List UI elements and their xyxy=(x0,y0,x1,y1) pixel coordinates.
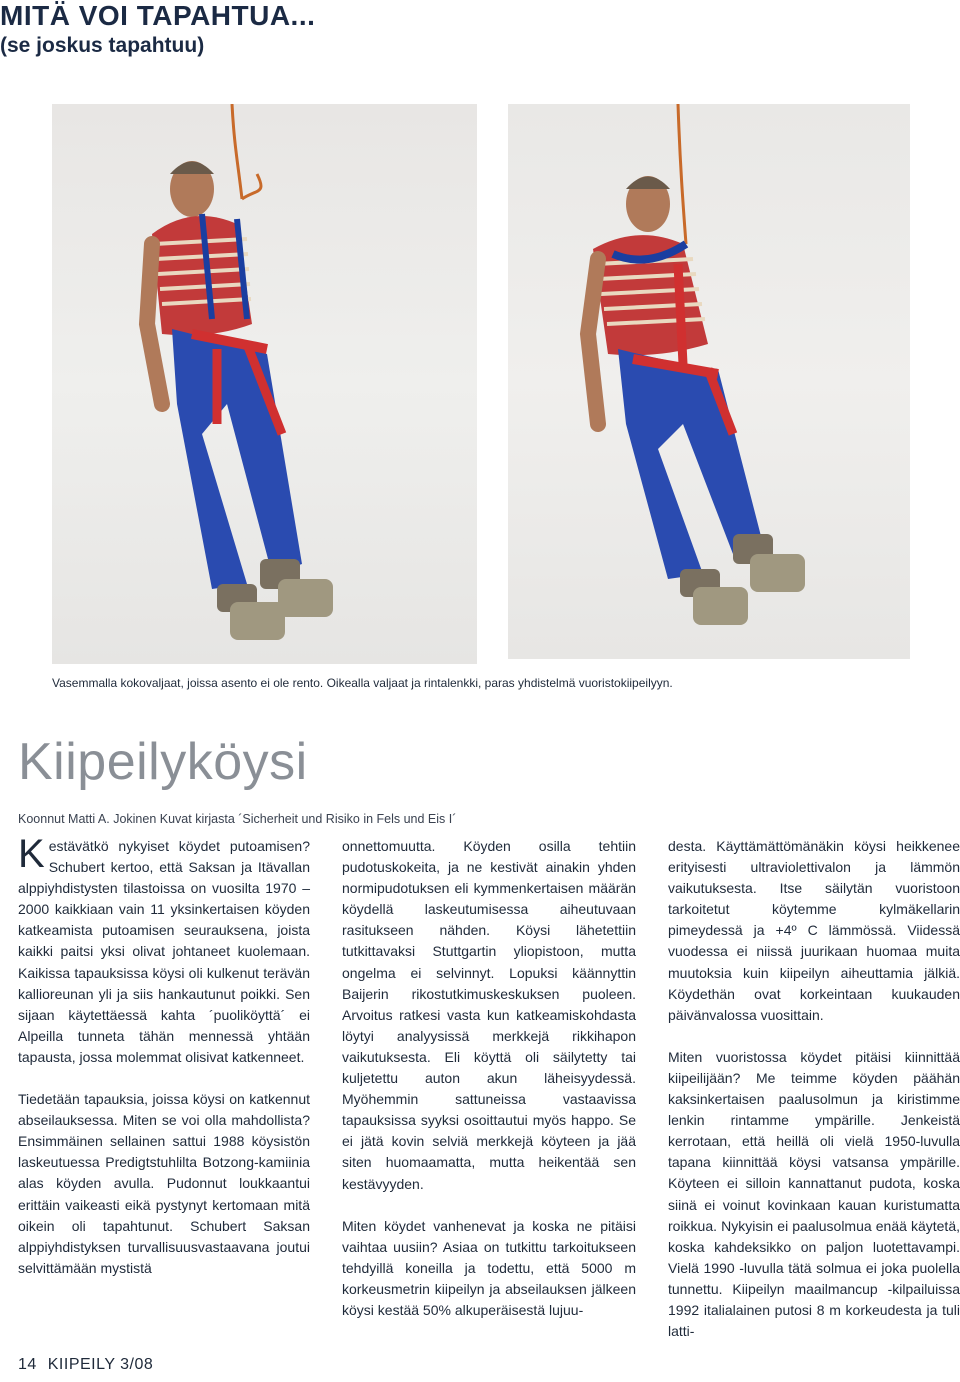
photo-full-body-harness xyxy=(52,104,477,664)
photo-caption: Vasemmalla kokovaljaat, joissa asento ei ole rento. Oikealla valjaat ja rintalenkki, paras yhdistelmä vuoristokiipeilyyn. xyxy=(52,676,673,690)
climber-illustration-left xyxy=(52,104,477,664)
magazine-issue: KIIPEILY 3/08 xyxy=(47,1356,154,1373)
paragraph-text: estävätkö nykyiset köydet putoamisen? Schubert kertoo, että Saksan ja Itävallan alppiyhdistysten tilastoissa on vuosilta 1970 –2000 kaikkiaan vain 11 yksinkertaisen köyden katkeamista putoamisen seurauksena, joista kaikki paitsi yksi olivat johtaneet kuolemaan. Kaikissa tapauksissa köysi oli kulkenut terävän kallioreunan yli ja siis hankautunut poikki. Sen sijaan käytettäessä kahta ´puoliköyttä´ ei Alpeilla tunneta tähän mennessä yhtään tapausta, jossa molemmat olisivat katkenneet. xyxy=(18,838,310,1065)
page-number: 14 xyxy=(18,1356,37,1373)
article-column-1 xyxy=(18,832,310,1279)
climber-illustration-right xyxy=(508,104,910,659)
article-byline: Koonnut Matti A. Jokinen Kuvat kirjasta ´Sicherheit und Risiko in Fels und Eis I´ xyxy=(18,812,457,826)
article-column-2 xyxy=(342,836,636,1321)
paragraph: Miten vuoristossa köydet pitäisi kiinnittää kiipeilijään? Me teimme köyden päähän kaksinkertaisen paalusolmun ja kiristimme lenkin rintamme ympärille. Jenkeistä kerrotaan, että heillä oli vielä 1950-luvulla tapana kiinnittää köysi vatsansa ympärille. Köyteen ei silloin kannattanut pudota, koska siinä ei voinut kovinkaan kauan kuristumatta roikkua. Nykyisin ei paalusolmua enää käytetä, koska kahdeksikko on paljon luotettavampi. Vielä 1990 -luvulla tätä solmua ei joka puolella tunnettu. Kiipeilyn maailmancup -kilpailuissa 1992 italialainen putosi 8 m korkeudesta ja tuli latti- xyxy=(668,1048,960,1340)
paragraph: Miten köydet vanhenevat ja koska ne pitäisi vaihtaa uusiin? Asiaa on tutkittu tarkoitukseen tehdyillä koneilla ja todettu, että 5000 m korkeusmetrin kiipeilyn ja abseilauksen jälkeen köysi kestää 50% alkuperäisestä lujuu- xyxy=(342,1217,636,1318)
header-title: MITÄ VOI TAPAHTUA... xyxy=(0,0,316,31)
paragraph xyxy=(18,832,310,1068)
paragraph: desta. Käyttämättömänäkin köysi heikkenee erityisesti ultraviolettivalon ja lämmön vaikutuksesta. Itse säilytän vuoristoon tarkoitetut köytemme kylmäkellarin pimeydessä ja +4º C lämmössä. Viidessä vuodessa ei niissä juurikaan huomaa muita muutoksia kuin kiipeilyn aiheuttamia jälkiä. Köydethän ovat korkeintaan kuukauden päivänvalossa vuosittain. xyxy=(668,838,960,1023)
article-title: Kiipeilyköysi xyxy=(18,733,308,791)
paragraph: Tiedetään tapauksia, joissa köysi on katkennut abseilauksessa. Miten se voi olla mahdollista? Ensimmäinen sellainen sattui 1988 köysistön laskeutuessa Predigtstuhlilta Botzong-kamiinia alas köyden avulla. Pudonnut loukkaantui erittäin vaikeasti eikä pystynyt kertomaan mitä oikein oli tapahtunut. Schubert Saksan alppiyhdistyksen turvallisuusvastaavana joutui selvittämään mystistä xyxy=(18,1091,310,1276)
page-footer xyxy=(18,1356,153,1374)
article-column-3 xyxy=(668,836,960,1342)
drop-cap: K xyxy=(18,832,45,876)
paragraph: onnettomuutta. Köyden osilla tehtiin pudotuskokeita, ja ne kestivät ainakin yhden normipudotuksen eli kymmenkertaisen määrän köydellä laskeutumisessa aiheutuvaan rasitukseen nähden. Köysi lähetettiin tutkittavaksi Stuttgartin yliopistoon, mutta ongelma ei selvinnyt. Lopuksi käännyttin Baijerin rikostutkimuskeskuksen puoleen. Arvoitus ratkesi vasta kun katkeamiskohdasta löytyi analyysissä merkkejä rikkihapon vaikutuksesta. Eli köyttä oli säilytetty tai kuljetettu auton akun läheisyydessä. Myöhemmin sattuneissa vastaavissa tapauksissa syyksi osoittautui myös happo. Se ei jätä kovin selviä merkkejä köyteen ja jää siten huomaamatta, mutta heikentää sen kestävyyden. xyxy=(342,838,636,1192)
photo-harness-with-chest-loop xyxy=(508,104,910,659)
header-subtitle: (se joskus tapahtuu) xyxy=(0,34,205,57)
